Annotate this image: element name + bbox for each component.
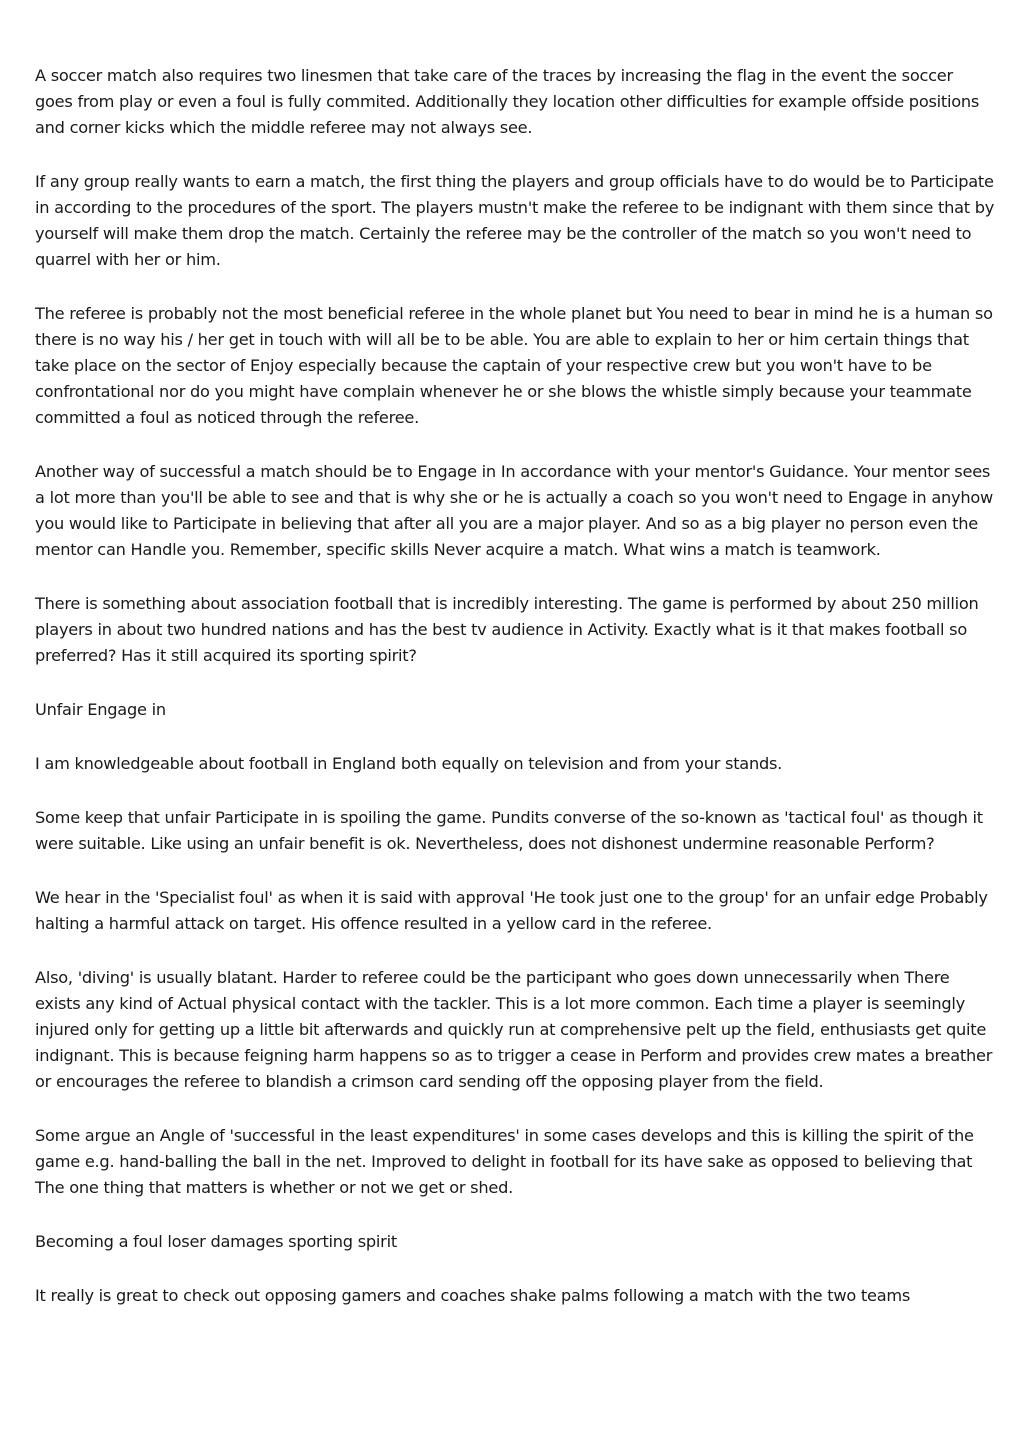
section-heading-unfair-play: Unfair Engage in [35,700,166,719]
paragraph-football-england: I am knowledgeable about football in England both equally on television and from your stands. [35,754,783,773]
paragraph-association-football: There is something about association football that is incredibly interesting. The game is performed by about 250 million players in about two hundred nations and has the best tv audience in Activity. Exactly what is it that makes football so preferred? Has it still acquired its sporting spirit? [35,594,979,665]
paragraph-tactical-foul: Some keep that unfair Participate in is spoiling the game. Pundits converse of the so-known as 'tactical foul' as though it were suitable. Like using an unfair benefit is ok. Nevertheless, does not dishonest undermine reasonable Perform? [35,808,983,853]
paragraph-shake-hands: It really is great to check out opposing gamers and coaches shake palms following a match with the two teams [35,1286,911,1305]
paragraph-referee-human: The referee is probably not the most beneficial referee in the whole planet but You need to bear in mind he is a human so there is no way his / her get in touch with will all be to be able. You are able to explain to her or him certain things that take place on the sector of Enjoy especially because the captain of your respective crew but you won't have to be confrontational nor do you might have complain whenever he or she blows the whistle simply because your teammate committed a foul as noticed through the referee. [35,304,993,427]
paragraph-diving: Also, 'diving' is usually blatant. Harder to referee could be the participant who goes down unnecessarily when There exists any kind of Actual physical contact with the tackler. This is a lot more common. Each time a player is seemingly injured only for getting up a little bit afterwards and quickly run at comprehensive pelt up the field, enthusiasts get quite indignant. This is because feigning harm happens so as to trigger a cease in Perform and provides crew mates a breather or encourages the referee to blandish a crimson card sending off the opposing player from the field. [35,968,993,1091]
paragraph-specialist-foul: We hear in the 'Specialist foul' as when it is said with approval 'He took just one to the group' for an unfair edge Probably halting a harmful attack on target. His offence resulted in a yellow card in the referee. [35,888,988,933]
paragraph-winning-at-all-costs: Some argue an Angle of 'successful in the least expenditures' in some cases develops and this is killing the spirit of the game e.g. hand-balling the ball in the net. Improved to delight in football for its have sake as opposed to believing that The one thing that matters is whether or not we get or shed. [35,1126,974,1197]
article-body [35,63,995,1337]
section-heading-foul-loser: Becoming a foul loser damages sporting spirit [35,1232,397,1251]
paragraph-mentor-guidance: Another way of successful a match should be to Engage in In accordance with your mentor's Guidance. Your mentor sees a lot more than you'll be able to see and that is why she or he is actually a coach so you won't need to Engage in anyhow you would like to Participate in believing that after all you are a major player. And so as a big player no person even the mentor can Handle you. Remember, specific skills Never acquire a match. What wins a match is teamwork. [35,462,993,559]
paragraph-linesmen: A soccer match also requires two linesmen that take care of the traces by increasing the flag in the event the soccer goes from play or even a foul is fully commited. Additionally they location other difficulties for example offside positions and corner kicks which the middle referee may not always see. [35,66,980,137]
paragraph-win-match: If any group really wants to earn a match, the first thing the players and group officials have to do would be to Participate in according to the procedures of the sport. The players mustn't make the referee to be indignant with them since that by yourself will make them drop the match. Certainly the referee may be the controller of the match so you won't need to quarrel with her or him. [35,172,995,269]
